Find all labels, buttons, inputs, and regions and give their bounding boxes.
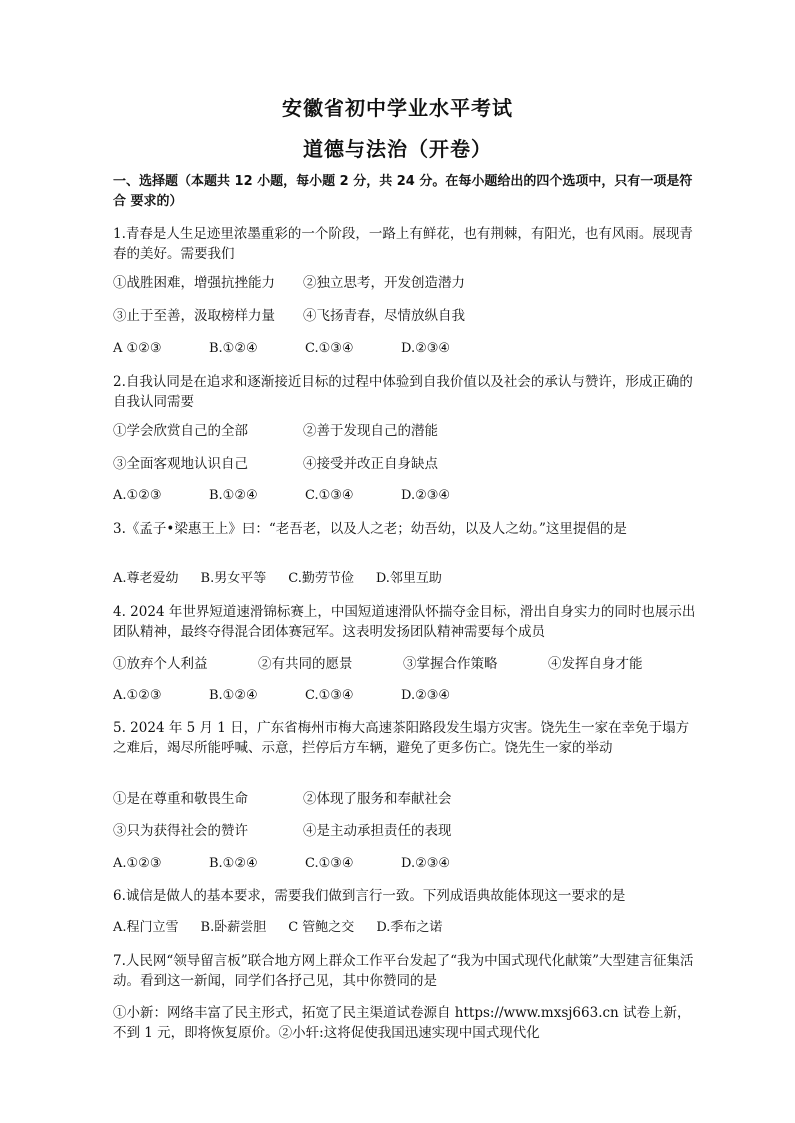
q1-item: ①战胜困难，增强抗挫能力: [113, 275, 275, 291]
exam-subtitle: 道德与法治（开卷）: [303, 137, 492, 161]
question-5-items-row2: [113, 821, 698, 841]
q1-item: ③止于至善，汲取榜样力量: [113, 308, 275, 324]
q5-item: ①是在尊重和敬畏生命: [113, 791, 248, 807]
q5-answer: C.①③④: [305, 856, 354, 871]
question-2-items-row2: [113, 454, 698, 474]
q6-answer: A.程门立雪: [113, 920, 179, 935]
q3-answer: A.尊老爱幼: [113, 571, 179, 586]
q2-item: ②善于发现自己的潜能: [303, 423, 438, 439]
question-7-option: ①小新：网络丰富了民主形式，拓宽了民主渠道试卷源自 https://www.mxsj663.cn 试卷上新，不到 1 元，即将恢复原价。②小轩:这将促使我国迅速实现中国式现代化: [113, 1005, 691, 1041]
question-2-stem: 2.自我认同是在追求和逐渐接近目标的过程中体验到自我价值以及社会的承认与赞许，形成正确的自我认同需要: [113, 374, 693, 410]
question-4-stem: 4. 2024 年世界短道速滑锦标赛上，中国短道速滑队怀揣夺金目标，滑出自身实力的同时也展示出团队精神，最终夺得混合团体赛冠军。这表明发扬团队精神需要每个成员: [113, 604, 696, 640]
question-2-answers: [113, 486, 698, 506]
question-1-answers: [113, 339, 698, 359]
q4-item: ④发挥自身才能: [548, 656, 643, 672]
q1-answer: C.①③④: [305, 341, 354, 356]
q4-answer: A.①②③: [113, 688, 162, 703]
q3-answer: B.男女平等: [200, 571, 267, 586]
q5-item: ④是主动承担责任的表现: [303, 823, 452, 839]
q1-item: ④飞扬青春，尽情放纵自我: [303, 308, 465, 324]
q4-item: ②有共同的愿景: [258, 656, 353, 672]
question-1-items-row1: [113, 273, 698, 293]
question-2-items-row1: [113, 421, 698, 441]
question-6-answers: [113, 918, 698, 938]
q4-item: ③掌握合作策略: [403, 656, 498, 672]
q5-item: ③只为获得社会的赞许: [113, 823, 248, 839]
question-5-items-row1: [113, 789, 698, 809]
q2-item: ④接受并改正自身缺点: [303, 456, 438, 472]
q1-item: ②独立思考，开发创造潜力: [303, 275, 465, 291]
question-1-stem: 1.青春是人生足迹里浓墨重彩的一个阶段，一路上有鲜花，也有荆棘，有阳光，也有风雨。展现青春的美好。需要我们: [113, 226, 693, 262]
q3-answer: C.勤劳节俭: [288, 571, 354, 586]
q5-answer: D.②③④: [401, 856, 451, 871]
q6-answer: B.卧薪尝胆: [200, 920, 267, 935]
q5-answer: A.①②③: [113, 856, 162, 871]
question-3-answers: [113, 569, 698, 589]
q4-answer: B.①②④: [209, 688, 258, 703]
q2-answer: A.①②③: [113, 488, 162, 503]
question-5-stem: 5. 2024 年 5 月 1 日，广东省梅州市梅大高速茶阳路段发生塌方灾害。饶先生一家在幸免于塌方之难后，竭尽所能呼喊、示意，拦停后方车辆，避免了更多伤亡。饶先生一家的举动: [113, 720, 690, 756]
q2-answer: B.①②④: [209, 488, 258, 503]
question-4-items: [113, 654, 698, 674]
exam-title: 安徽省初中学业水平考试: [282, 96, 513, 120]
q1-answer: B.①②④: [209, 341, 258, 356]
q6-answer: C 管鲍之交: [288, 920, 355, 935]
question-4-answers: [113, 686, 698, 706]
question-3-stem: 3.《孟子•梁惠王上》曰：“老吾老，以及人之老；幼吾幼，以及人之幼。”这里提倡的是: [113, 521, 627, 537]
q3-answer: D.邻里互助: [375, 571, 442, 586]
q5-answer: B.①②④: [209, 856, 258, 871]
q2-answer: C.①③④: [305, 488, 354, 503]
q4-answer: C.①③④: [305, 688, 354, 703]
q4-answer: D.②③④: [401, 688, 451, 703]
section-heading: 一、选择题（本题共 12 小题，每小题 2 分，共 24 分。在每小题给出的四个选项中，只有一项是符合 要求的）: [113, 174, 693, 209]
question-7-stem: 7.人民网“领导留言板”联合地方网上群众工作平台发起了“我为中国式现代化献策”大型建言征集活动。看到这一新闻，同学们各抒己见，其中你赞同的是: [113, 953, 694, 989]
q2-answer: D.②③④: [401, 488, 451, 503]
question-5-answers: [113, 854, 698, 874]
q5-item: ②体现了服务和奉献社会: [303, 791, 452, 807]
q1-answer: D.②③④: [401, 341, 451, 356]
q1-answer: A ①②③: [113, 341, 162, 356]
question-1-items-row2: [113, 306, 698, 326]
q6-answer: D.季布之诺: [376, 920, 443, 935]
question-6-stem: 6.诚信是做人的基本要求，需要我们做到言行一致。下列成语典故能体现这一要求的是: [113, 888, 626, 904]
q2-item: ①学会欣赏自己的全部: [113, 423, 248, 439]
q2-item: ③全面客观地认识自己: [113, 456, 248, 472]
q4-item: ①放弃个人利益: [113, 656, 208, 672]
